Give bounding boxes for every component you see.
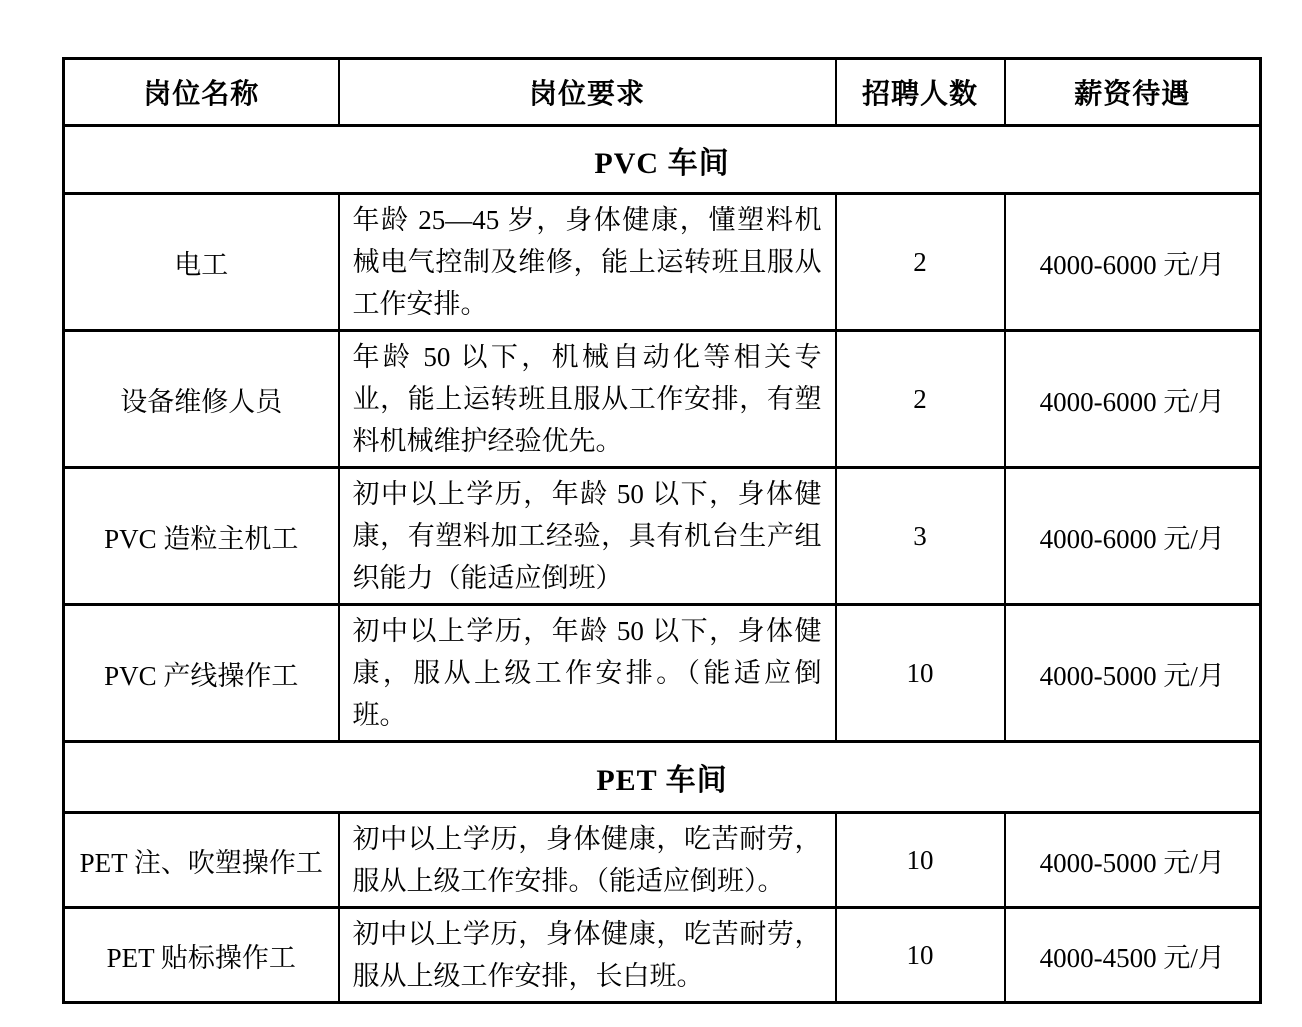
table-row-electrician	[64, 194, 1261, 331]
cell-salary: 4000-5000 元/月	[1005, 813, 1261, 908]
cell-salary: 4000-4500 元/月	[1005, 908, 1261, 1003]
column-header-headcount: 招聘人数	[836, 59, 1005, 126]
cell-requirements: 初中以上学历，年龄 50 以下，身体健康，服从上级工作安排。（能适应倒班。	[339, 605, 836, 742]
cell-headcount: 2	[836, 194, 1005, 331]
cell-salary: 4000-6000 元/月	[1005, 331, 1261, 468]
recruitment-table	[62, 57, 1262, 1004]
column-header-requirements: 岗位要求	[339, 59, 836, 126]
cell-position-name: PVC 造粒主机工	[64, 468, 339, 605]
cell-headcount: 10	[836, 605, 1005, 742]
table-row-equipment-maintenance	[64, 331, 1261, 468]
section-row-pet	[64, 742, 1261, 813]
table-header-row	[64, 59, 1261, 126]
cell-headcount: 10	[836, 813, 1005, 908]
cell-position-name: 电工	[64, 194, 339, 331]
table-row-pvc-pelletizing-operator	[64, 468, 1261, 605]
cell-position-name: 设备维修人员	[64, 331, 339, 468]
cell-requirements: 初中以上学历，身体健康，吃苦耐劳，服从上级工作安排，长白班。	[339, 908, 836, 1003]
cell-requirements: 年龄 50 以下，机械自动化等相关专业，能上运转班且服从工作安排，有塑料机械维护经验优先。	[339, 331, 836, 468]
cell-requirements: 年龄 25—45 岁，身体健康，懂塑料机械电气控制及维修，能上运转班且服从工作安排。	[339, 194, 836, 331]
table-row-pet-labeling-operator	[64, 908, 1261, 1003]
cell-headcount: 10	[836, 908, 1005, 1003]
cell-headcount: 2	[836, 331, 1005, 468]
cell-salary: 4000-6000 元/月	[1005, 468, 1261, 605]
section-row-pvc	[64, 126, 1261, 194]
cell-position-name: PET 注、吹塑操作工	[64, 813, 339, 908]
column-header-salary: 薪资待遇	[1005, 59, 1261, 126]
section-title-pvc: PVC 车间	[64, 126, 1261, 194]
cell-headcount: 3	[836, 468, 1005, 605]
cell-requirements: 初中以上学历，年龄 50 以下，身体健康，有塑料加工经验，具有机台生产组织能力（能适应倒班）	[339, 468, 836, 605]
cell-position-name: PVC 产线操作工	[64, 605, 339, 742]
cell-salary: 4000-6000 元/月	[1005, 194, 1261, 331]
cell-requirements: 初中以上学历，身体健康，吃苦耐劳，服从上级工作安排。（能适应倒班）。	[339, 813, 836, 908]
cell-salary: 4000-5000 元/月	[1005, 605, 1261, 742]
table-row-pet-injection-blow-operator	[64, 813, 1261, 908]
section-title-pet: PET 车间	[64, 742, 1261, 813]
table-row-pvc-line-operator	[64, 605, 1261, 742]
cell-position-name: PET 贴标操作工	[64, 908, 339, 1003]
column-header-position-name: 岗位名称	[64, 59, 339, 126]
